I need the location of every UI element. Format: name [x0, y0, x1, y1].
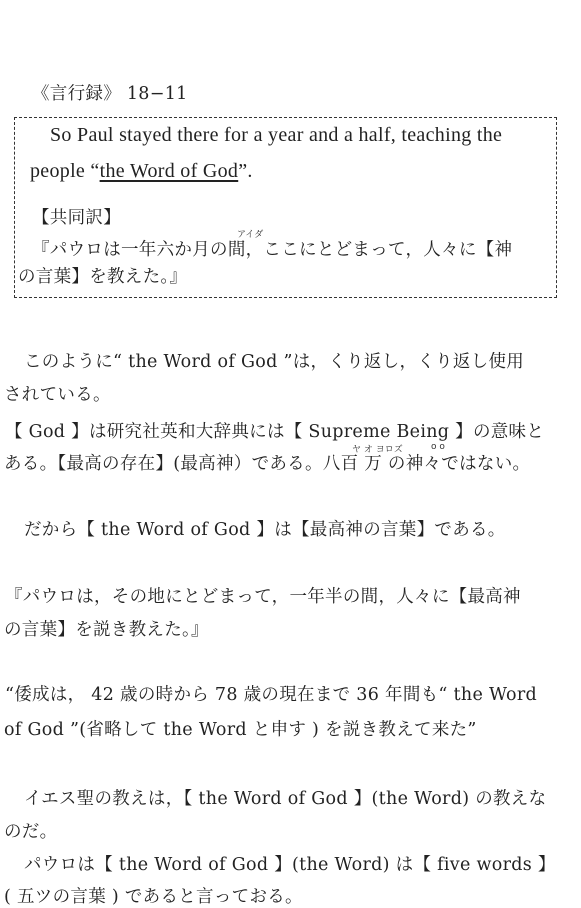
para-7-line-1: パウロは【 the Word of God 】(the Word) は【 five words 】 — [24, 855, 556, 875]
para-2-line-1: 【 God 】は研究社英和大辞典には【 Supreme Being 】の意味と — [5, 422, 545, 442]
quote-ja-line-1 — [32, 236, 512, 261]
para-1-line-2: されている。 — [4, 385, 111, 405]
para-1-line-1: このように“ the Word of God ”は，くり返し，くり返し使用 — [24, 352, 525, 372]
quote-en-line-1: So Paul stayed there for a year and a half, teaching the — [50, 124, 503, 146]
quote-en-line-2 — [30, 160, 253, 183]
para-4-line-1: 『パウロは，その地にとどまって，一年半の間，人々に【最高神 — [5, 587, 521, 607]
ruby-yao: ヤ オ ヨロズ — [352, 445, 403, 455]
quote-ja-line-2: の言葉】を教えた。』 — [18, 267, 188, 287]
para-3: だから【 the Word of God 】は【最高神の言葉】である。 — [24, 520, 506, 540]
para-5-line-2: of God ”(省略して the Word と申す ) を説き教えて来た” — [4, 720, 477, 740]
quote-ja-line-1-b: 間 — [227, 240, 246, 260]
para-6-line-1: イエス聖の教えは，【 the Word of God 】(the Word) の教えな — [24, 789, 547, 809]
quote-en-line-2-post: ”. — [238, 160, 253, 182]
quote-ja-line-1-a: 『パウロは一年六か月の — [32, 240, 228, 260]
para-4-line-2: の言葉】を説き教えた。』 — [4, 620, 209, 640]
quote-ja-line-1-c: ，ここにとどまって，人々に【神 — [245, 240, 513, 260]
ruby-gami: o o — [431, 442, 445, 452]
version-label: 【共同訳】 — [32, 208, 121, 228]
ruby-aida: アイダ — [237, 230, 264, 240]
para-5-line-1: “倭成は， 42 歳の時から 78 歳の現在まで 36 年間も“ the Word — [5, 685, 538, 705]
quote-en-line-2-pre: people “ — [30, 160, 100, 182]
para-6-line-2: のだ。 — [4, 822, 58, 842]
para-7-line-2: ( 五ツの言葉 ) であると言っておる。 — [4, 887, 303, 907]
quote-highlight: the Word of God — [99, 160, 239, 182]
citation: 《言行録》 18−11 — [32, 84, 188, 104]
para-2-line-2: ある。【最高の存在】(最高神）である。八百 万 の神々ではない。 — [4, 454, 531, 474]
